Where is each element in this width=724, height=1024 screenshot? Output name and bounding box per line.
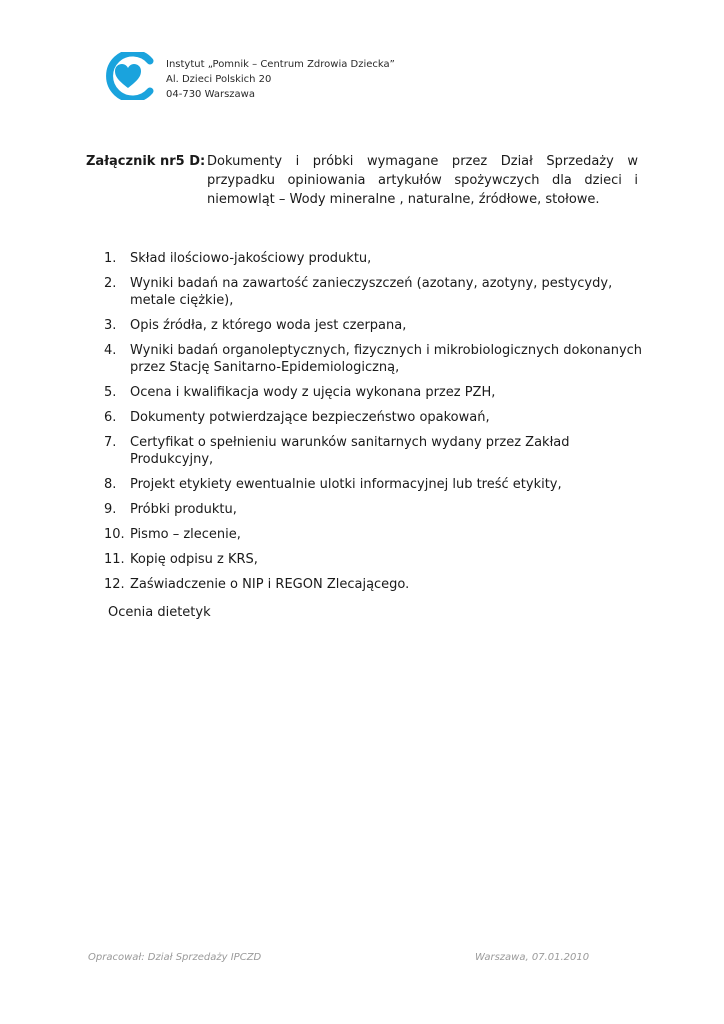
list-item-text: Certyfikat o spełnieniu warunków sanitarnych wydany przez Zakład Produkcyjny, (130, 435, 570, 467)
footer-author: Opracował: Dział Sprzedaży IPCZD (88, 952, 262, 963)
list-item (104, 317, 644, 334)
address-street: Al. Dzieci Polskich 20 (166, 74, 272, 85)
list-item (104, 526, 644, 543)
list-item-number: 4. (104, 343, 117, 358)
list-item-text: Próbki produktu, (130, 502, 237, 517)
list-item-number: 6. (104, 410, 117, 425)
list-item-text: Pismo – zlecenie, (130, 527, 241, 542)
list-item-text: Ocena i kwalifikacja wody z ujęcia wykonana przez PZH, (130, 385, 496, 400)
list-item (104, 434, 644, 468)
list-item-text: Opis źródła, z którego woda jest czerpana, (130, 318, 407, 333)
heart-logo-icon (101, 52, 155, 100)
list-item-number: 2. (104, 276, 117, 291)
attachment-heading (86, 152, 638, 209)
institute-name: Instytut „Pomnik – Centrum Zdrowia Dziecka” (166, 59, 395, 70)
list-item-text: Kopię odpisu z KRS, (130, 552, 258, 567)
signature-note: Ocenia dietetyk (108, 605, 211, 620)
list-item-number: 9. (104, 502, 117, 517)
list-item (104, 576, 644, 593)
institute-address-block (166, 57, 395, 102)
list-item-number: 12. (104, 577, 125, 592)
required-documents-list (104, 250, 644, 601)
list-item (104, 551, 644, 568)
list-item-number: 5. (104, 385, 117, 400)
list-item-number: 3. (104, 318, 117, 333)
list-item-text: Projekt etykiety ewentualnie ulotki informacyjnej lub treść etykity, (130, 477, 562, 492)
list-item-text: Wyniki badań organoleptycznych, fizycznych i mikrobiologicznych dokonanych przez Stację Sanitarno-Epidemiologiczną, (130, 343, 643, 375)
attachment-label: Załącznik nr5 D: (86, 154, 206, 169)
list-item (104, 476, 644, 493)
list-item-number: 7. (104, 435, 117, 450)
list-item (104, 275, 644, 309)
list-item (104, 384, 644, 401)
footer-date: Warszawa, 07.01.2010 (475, 952, 590, 963)
list-item-number: 10. (104, 527, 125, 542)
institute-logo (101, 52, 155, 100)
list-item-number: 11. (104, 552, 125, 567)
list-item (104, 342, 644, 376)
list-item-number: 1. (104, 251, 117, 266)
list-item-number: 8. (104, 477, 117, 492)
list-item-text: Wyniki badań na zawartość zanieczyszczeń (azotany, azotyny, pestycydy, metale ciężkie), (130, 276, 613, 308)
list-item-text: Zaświadczenie o NIP i REGON Zlecającego. (130, 577, 410, 592)
attachment-description: Dokumenty i próbki wymagane przez Dział Sprzedaży w przypadku opiniowania artykułów spożywczych dla dzieci i niemowląt – Wody mineralne , naturalne, źródłowe, stołowe. (207, 154, 638, 207)
list-item-text: Dokumenty potwierdzające bezpieczeństwo opakowań, (130, 410, 490, 425)
address-city: 04-730 Warszawa (166, 89, 255, 100)
list-item (104, 250, 644, 267)
list-item (104, 501, 644, 518)
list-item (104, 409, 644, 426)
list-item-text: Skład ilościowo-jakościowy produktu, (130, 251, 372, 266)
